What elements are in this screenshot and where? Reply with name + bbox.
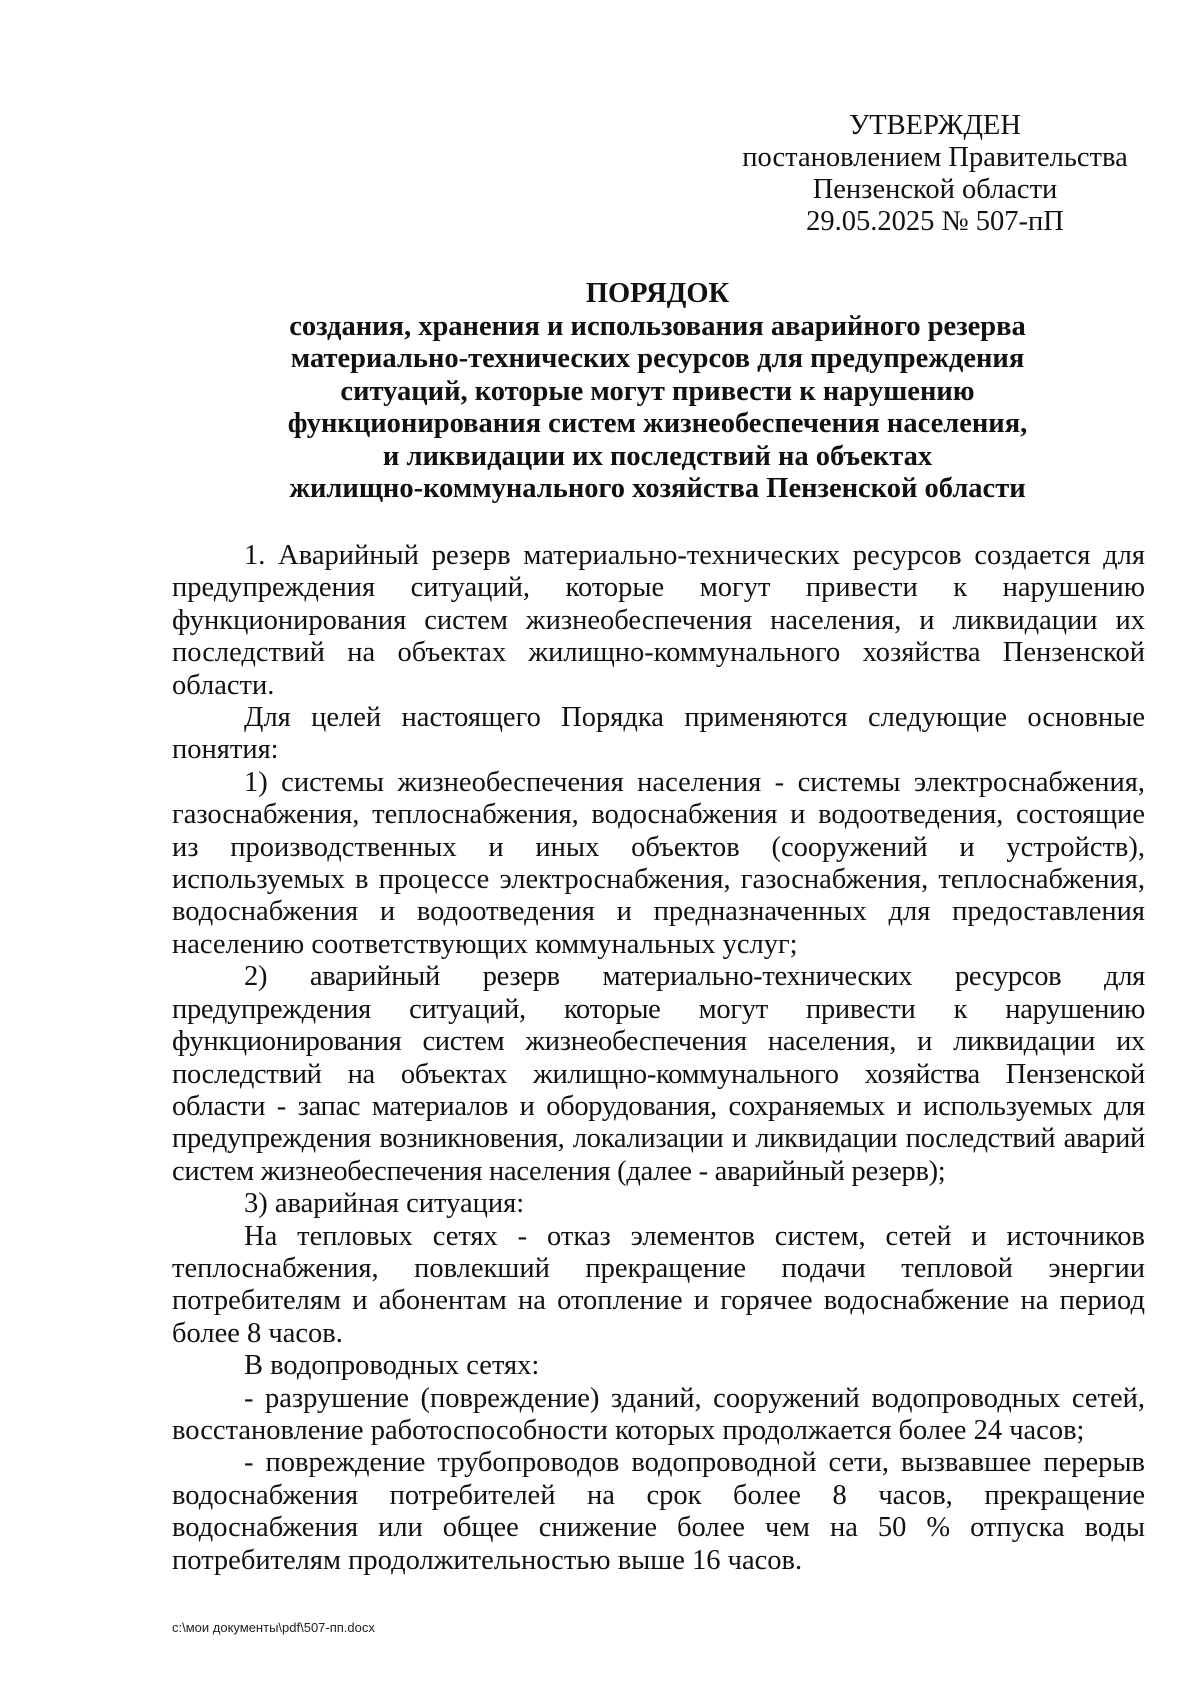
title-line: и ликвидации их последствий на объектах xyxy=(382,440,933,472)
paragraph-water-item-2: - повреждение трубопроводов водопроводной сети, вызвавшее перерыв водоснабжения потребителей на срок более 8 часов, прекращение водоснабжения или общее снижение более чем на 50 % отпуска воды потребителям продолжительностью выше 16 часов. xyxy=(172,1447,1145,1576)
title-line: материально-технических ресурсов для предупреждения xyxy=(290,343,1025,374)
title-line: создания, хранения и использования аварийного резерва xyxy=(289,310,1026,342)
paragraph-water-item-1: - разрушение (повреждение) зданий, сооружений водопроводных сетей, восстановление работоспособности которых продолжается более 24 часов; xyxy=(172,1382,1145,1446)
title-line: ситуаций, которые могут привести к нарушению xyxy=(340,375,975,407)
approval-decree: постановлением Правительства xyxy=(742,142,1128,173)
paragraph-definition-1: 1) системы жизнеобеспечения населения - системы электроснабжения, газоснабжения, теплоснабжения, водоснабжения и водоотведения, состоящие из производственных и иных объектов (сооружений и устройств), используемых в процессе электроснабжения, газоснабжения, теплоснабжения, водоснабжения и водоотведения и предназначенных для предоставления населению соответствующих коммунальных услуг; xyxy=(172,766,1145,960)
title-line: функционирования систем жизнеобеспечения населения, xyxy=(287,408,1028,439)
document-title xyxy=(170,278,1145,506)
paragraph-1: 1. Аварийный резерв материально-технических ресурсов создается для предупреждения ситуаций, которые могут привести к нарушению функционирования систем жизнеобеспечения населения, и ликвидации их последствий на объектах жилищно-коммунального хозяйства Пензенской области. xyxy=(172,540,1145,701)
approval-block xyxy=(705,110,1165,238)
paragraph-definition-2: 2) аварийный резерв материально-технических ресурсов для предупреждения ситуаций, которые могут привести к нарушению функционирования систем жизнеобеспечения населения, и ликвидации их последствий на объектах жилищно-коммунального хозяйства Пензенской области - запас материалов и оборудования, сохраняемых и используемых для предупреждения возникновения, локализации и ликвидации последствий аварий систем жизнеобеспечения населения (далее - аварийный резерв); xyxy=(172,961,1145,1187)
approval-date-number: 29.05.2025 № 507-пП xyxy=(806,206,1064,237)
paragraph-water-networks: В водопроводных сетях: xyxy=(244,1350,540,1382)
paragraph-definition-3: 3) аварийная ситуация: xyxy=(244,1188,525,1220)
approval-region: Пензенской области xyxy=(812,174,1058,205)
file-path-footer: c:\мои документы\pdf\507-пп.docx xyxy=(172,1620,375,1635)
paragraph-heat-networks: На тепловых сетях - отказ элементов систем, сетей и источников теплоснабжения, повлекший прекращение подачи тепловой энергии потребителям и абонентам на отопление и горячее водоснабжение на период более 8 часов. xyxy=(172,1220,1145,1349)
title-line: жилищно-коммунального хозяйства Пензенской области xyxy=(289,473,1026,504)
title-heading: ПОРЯДОК xyxy=(585,278,730,309)
paragraph-definitions-intro: Для целей настоящего Порядка применяются следующие основные понятия: xyxy=(172,702,1145,766)
approval-status: УТВЕРЖДЕН xyxy=(849,110,1021,141)
document-body xyxy=(172,540,1145,1577)
